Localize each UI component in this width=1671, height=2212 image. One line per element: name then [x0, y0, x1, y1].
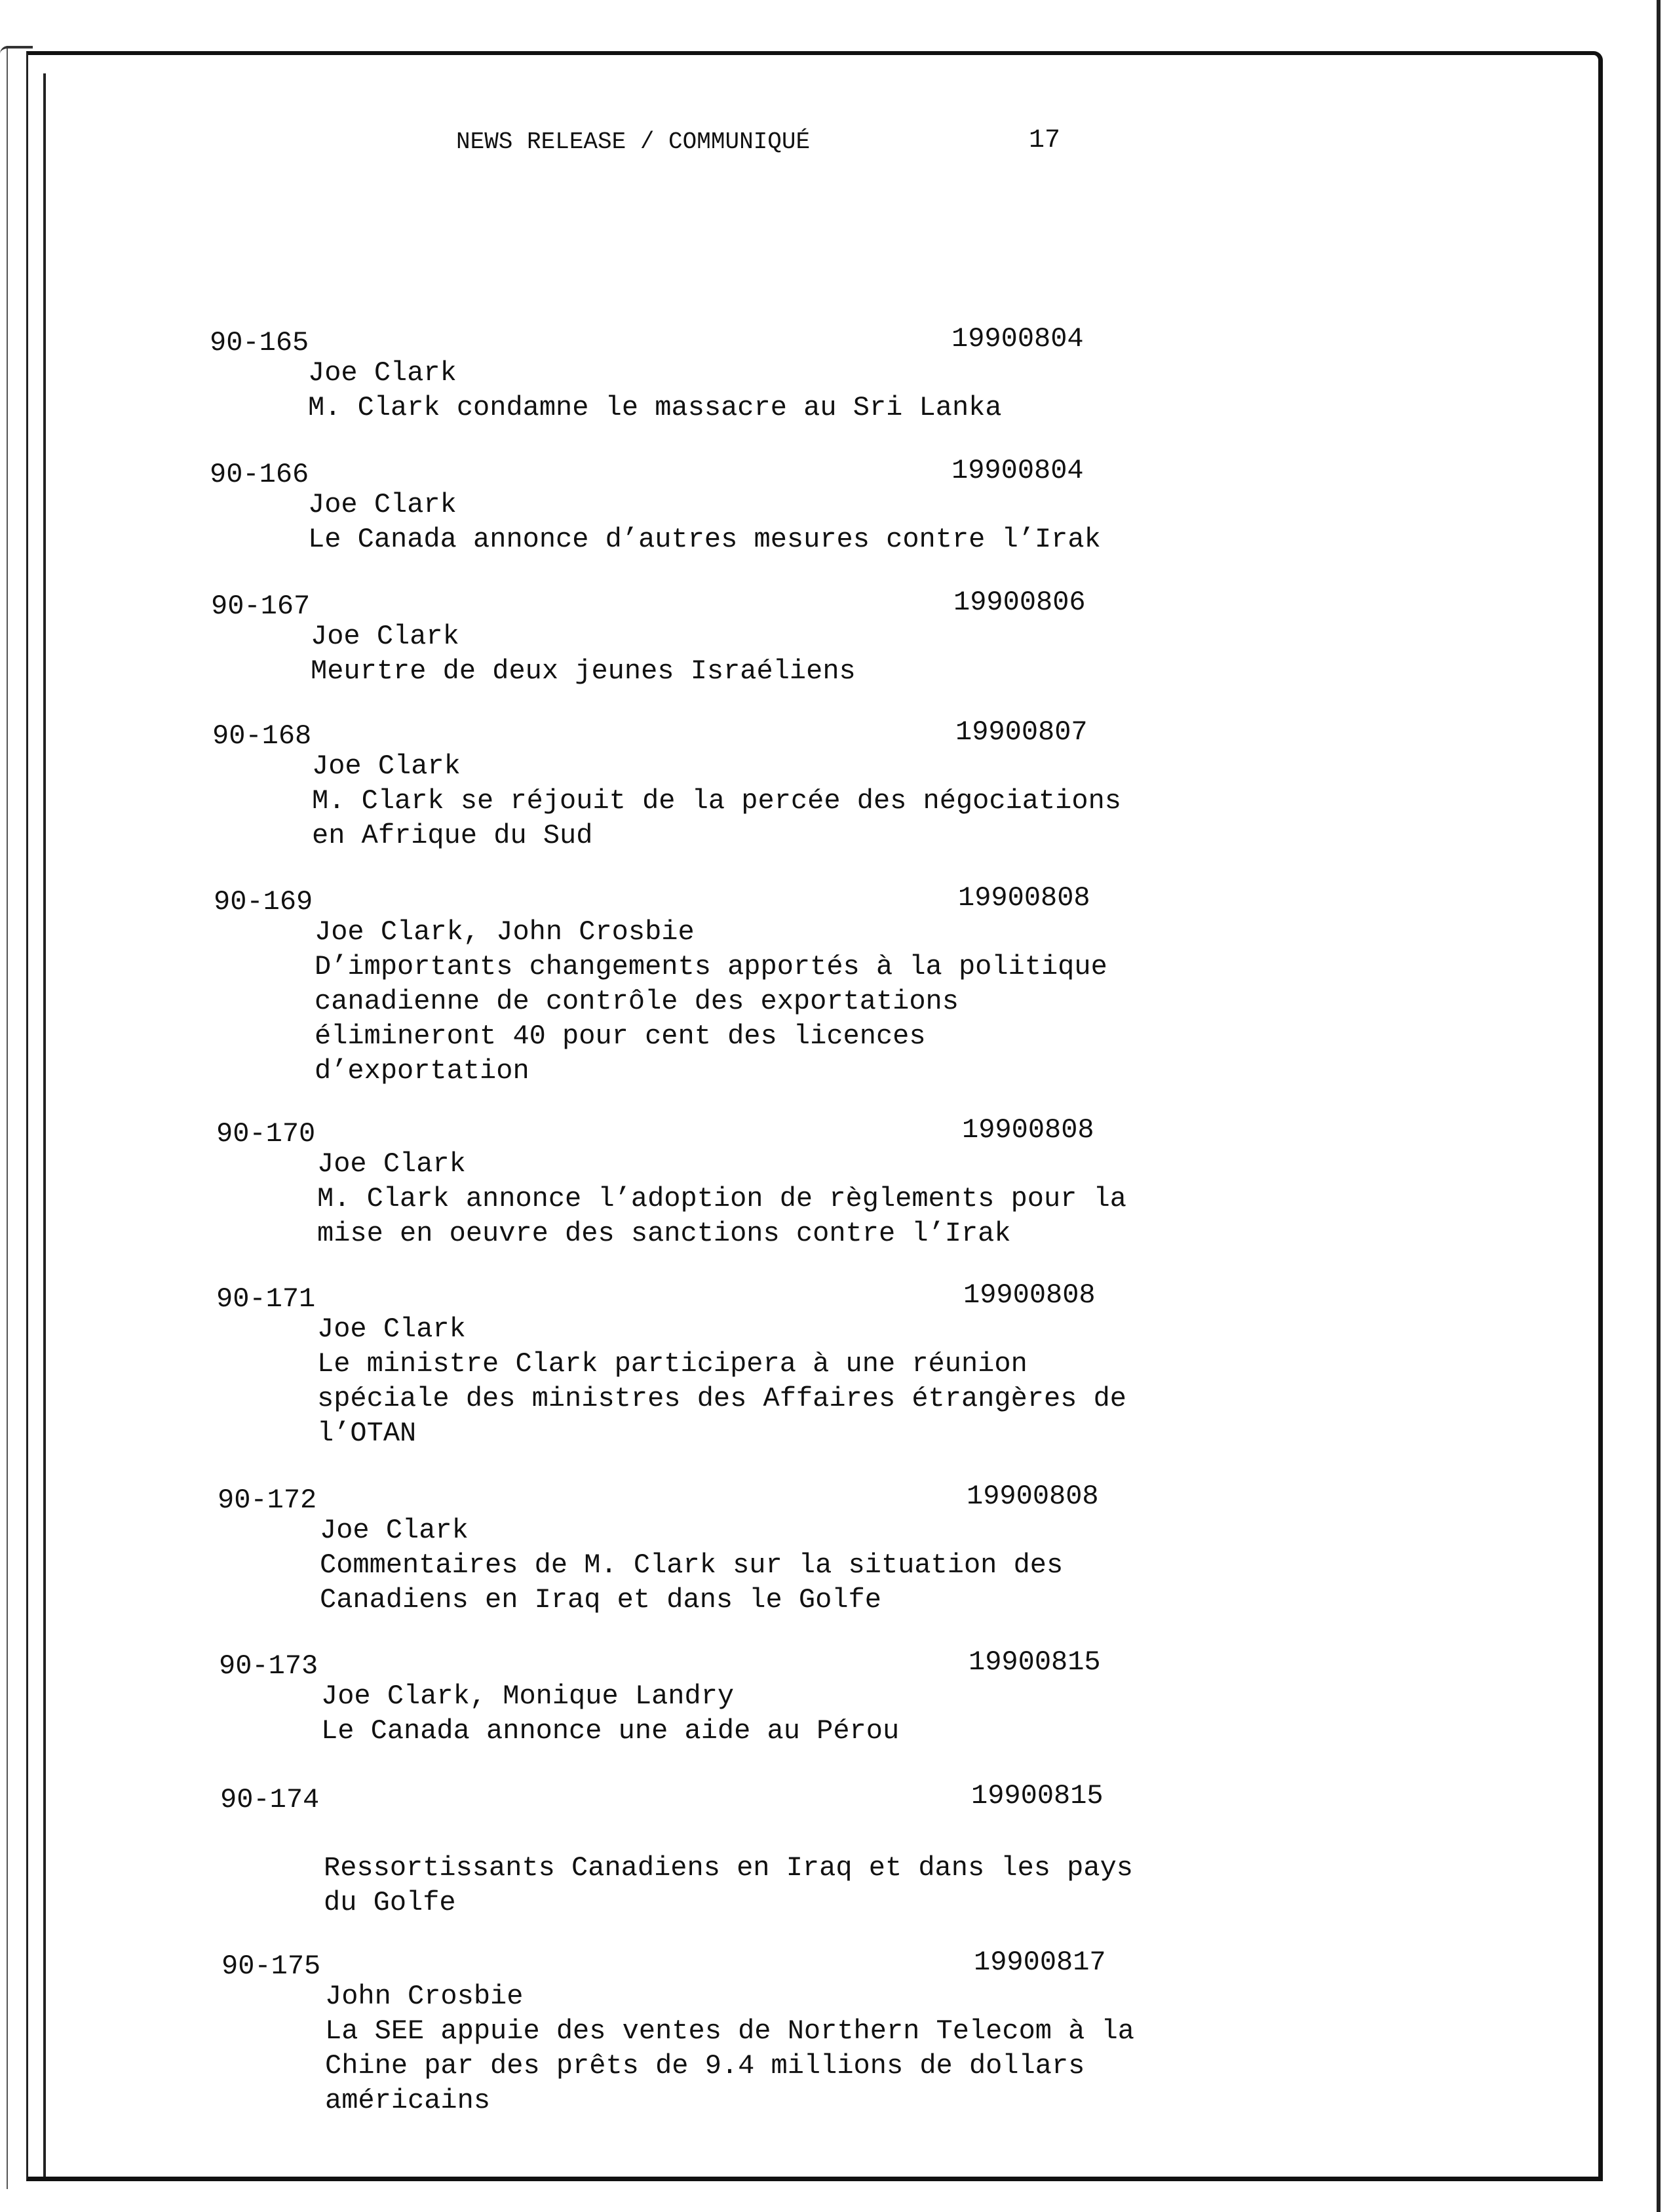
release-number: 90-167: [211, 591, 311, 622]
release-title-line: Le Canada annonce d’autres mesures contre l’Irak: [308, 524, 1101, 555]
release-title-line: mise en oeuvre des sanctions contre l’Irak: [317, 1218, 1011, 1249]
release-author: Joe Clark: [312, 750, 461, 782]
release-date: 19900815: [971, 1780, 1104, 1812]
release-number: 90-175: [221, 1950, 321, 1982]
release-date: 19900808: [967, 1481, 1099, 1512]
release-number: 90-168: [212, 720, 312, 752]
release-author: Joe Clark: [308, 489, 457, 520]
release-title-line: Meurtre de deux jeunes Israéliens: [311, 655, 856, 687]
release-body: [317, 1312, 1126, 1451]
page-header-title: NEWS RELEASE / COMMUNIQUÉ: [456, 128, 811, 155]
release-date: 19900808: [962, 1114, 1094, 1146]
release-title-line: Le Canada annonce une aide au Pérou: [321, 1715, 900, 1747]
release-author: Joe Clark: [311, 621, 459, 652]
release-body: [315, 915, 1107, 1089]
release-title-line: Le ministre Clark participera à une réunion: [317, 1348, 1028, 1380]
release-title-line: spéciale des ministres des Affaires étrangères de: [317, 1383, 1127, 1414]
release-title-line: élimineront 40 pour cent des licences: [315, 1020, 926, 1052]
release-date: 19900804: [951, 455, 1084, 486]
release-date: 19900804: [951, 323, 1084, 355]
release-author: Joe Clark: [317, 1148, 466, 1180]
release-number: 90-171: [216, 1283, 316, 1315]
binding-edge-line: [7, 46, 8, 2189]
release-title-line: D’importants changements apportés à la politique: [315, 951, 1107, 982]
release-title-line: du Golfe: [324, 1887, 456, 1918]
adjacent-page-edge: [1657, 0, 1661, 2212]
release-author: Joe Clark, Monique Landry: [321, 1680, 735, 1712]
release-title-line: l’OTAN: [317, 1418, 417, 1449]
release-date: 19900817: [974, 1947, 1106, 1978]
release-number: 90-173: [219, 1650, 318, 1682]
release-title-line: M. Clark condamne le massacre au Sri Lanka: [308, 392, 1002, 423]
release-title-line: Chine par des prêts de 9.4 millions de dollars: [325, 2050, 1085, 2082]
release-date: 19900806: [953, 587, 1086, 618]
release-date: 19900808: [958, 882, 1090, 914]
release-body: [324, 1851, 1133, 1920]
release-title-line: américains: [325, 2085, 491, 2116]
release-title-line: La SEE appuie des ventes de Northern Telecom à la: [325, 2015, 1135, 2047]
release-title-line: d’exportation: [315, 1055, 529, 1087]
release-body: [317, 1147, 1126, 1251]
release-date: 19900808: [963, 1279, 1096, 1311]
release-number: 90-169: [214, 886, 313, 918]
release-author: John Crosbie: [325, 1981, 524, 2012]
release-author: Joe Clark: [308, 357, 457, 389]
release-title-line: Ressortissants Canadiens en Iraq et dans les pays: [324, 1852, 1134, 1884]
release-body: [320, 1513, 1063, 1618]
release-body: [308, 488, 1101, 557]
release-number: 90-172: [218, 1484, 317, 1516]
page-number: 17: [1029, 126, 1061, 155]
release-number: 90-170: [216, 1118, 316, 1150]
release-title-line: Commentaires de M. Clark sur la situation des: [320, 1549, 1064, 1581]
release-body: [312, 749, 1121, 853]
release-title-line: canadienne de contrôle des exportations: [315, 986, 959, 1017]
release-number: 90-165: [210, 327, 309, 359]
release-title-line: M. Clark se réjouit de la percée des négociations: [312, 785, 1122, 817]
release-date: 19900807: [955, 716, 1088, 748]
release-author: Joe Clark: [320, 1515, 469, 1546]
release-author: Joe Clark: [317, 1313, 466, 1345]
release-title-line: en Afrique du Sud: [312, 820, 593, 851]
release-title-line: Canadiens en Iraq et dans le Golfe: [320, 1584, 881, 1616]
release-title-line: M. Clark annonce l’adoption de règlements pour la: [317, 1183, 1127, 1214]
release-date: 19900815: [969, 1646, 1101, 1678]
release-body: [308, 356, 1002, 425]
release-number: 90-166: [210, 459, 309, 490]
release-number: 90-174: [220, 1784, 320, 1815]
release-body: [311, 619, 856, 689]
release-body: [321, 1679, 899, 1749]
release-body: [325, 1979, 1134, 2118]
release-author: Joe Clark, John Crosbie: [315, 916, 695, 948]
